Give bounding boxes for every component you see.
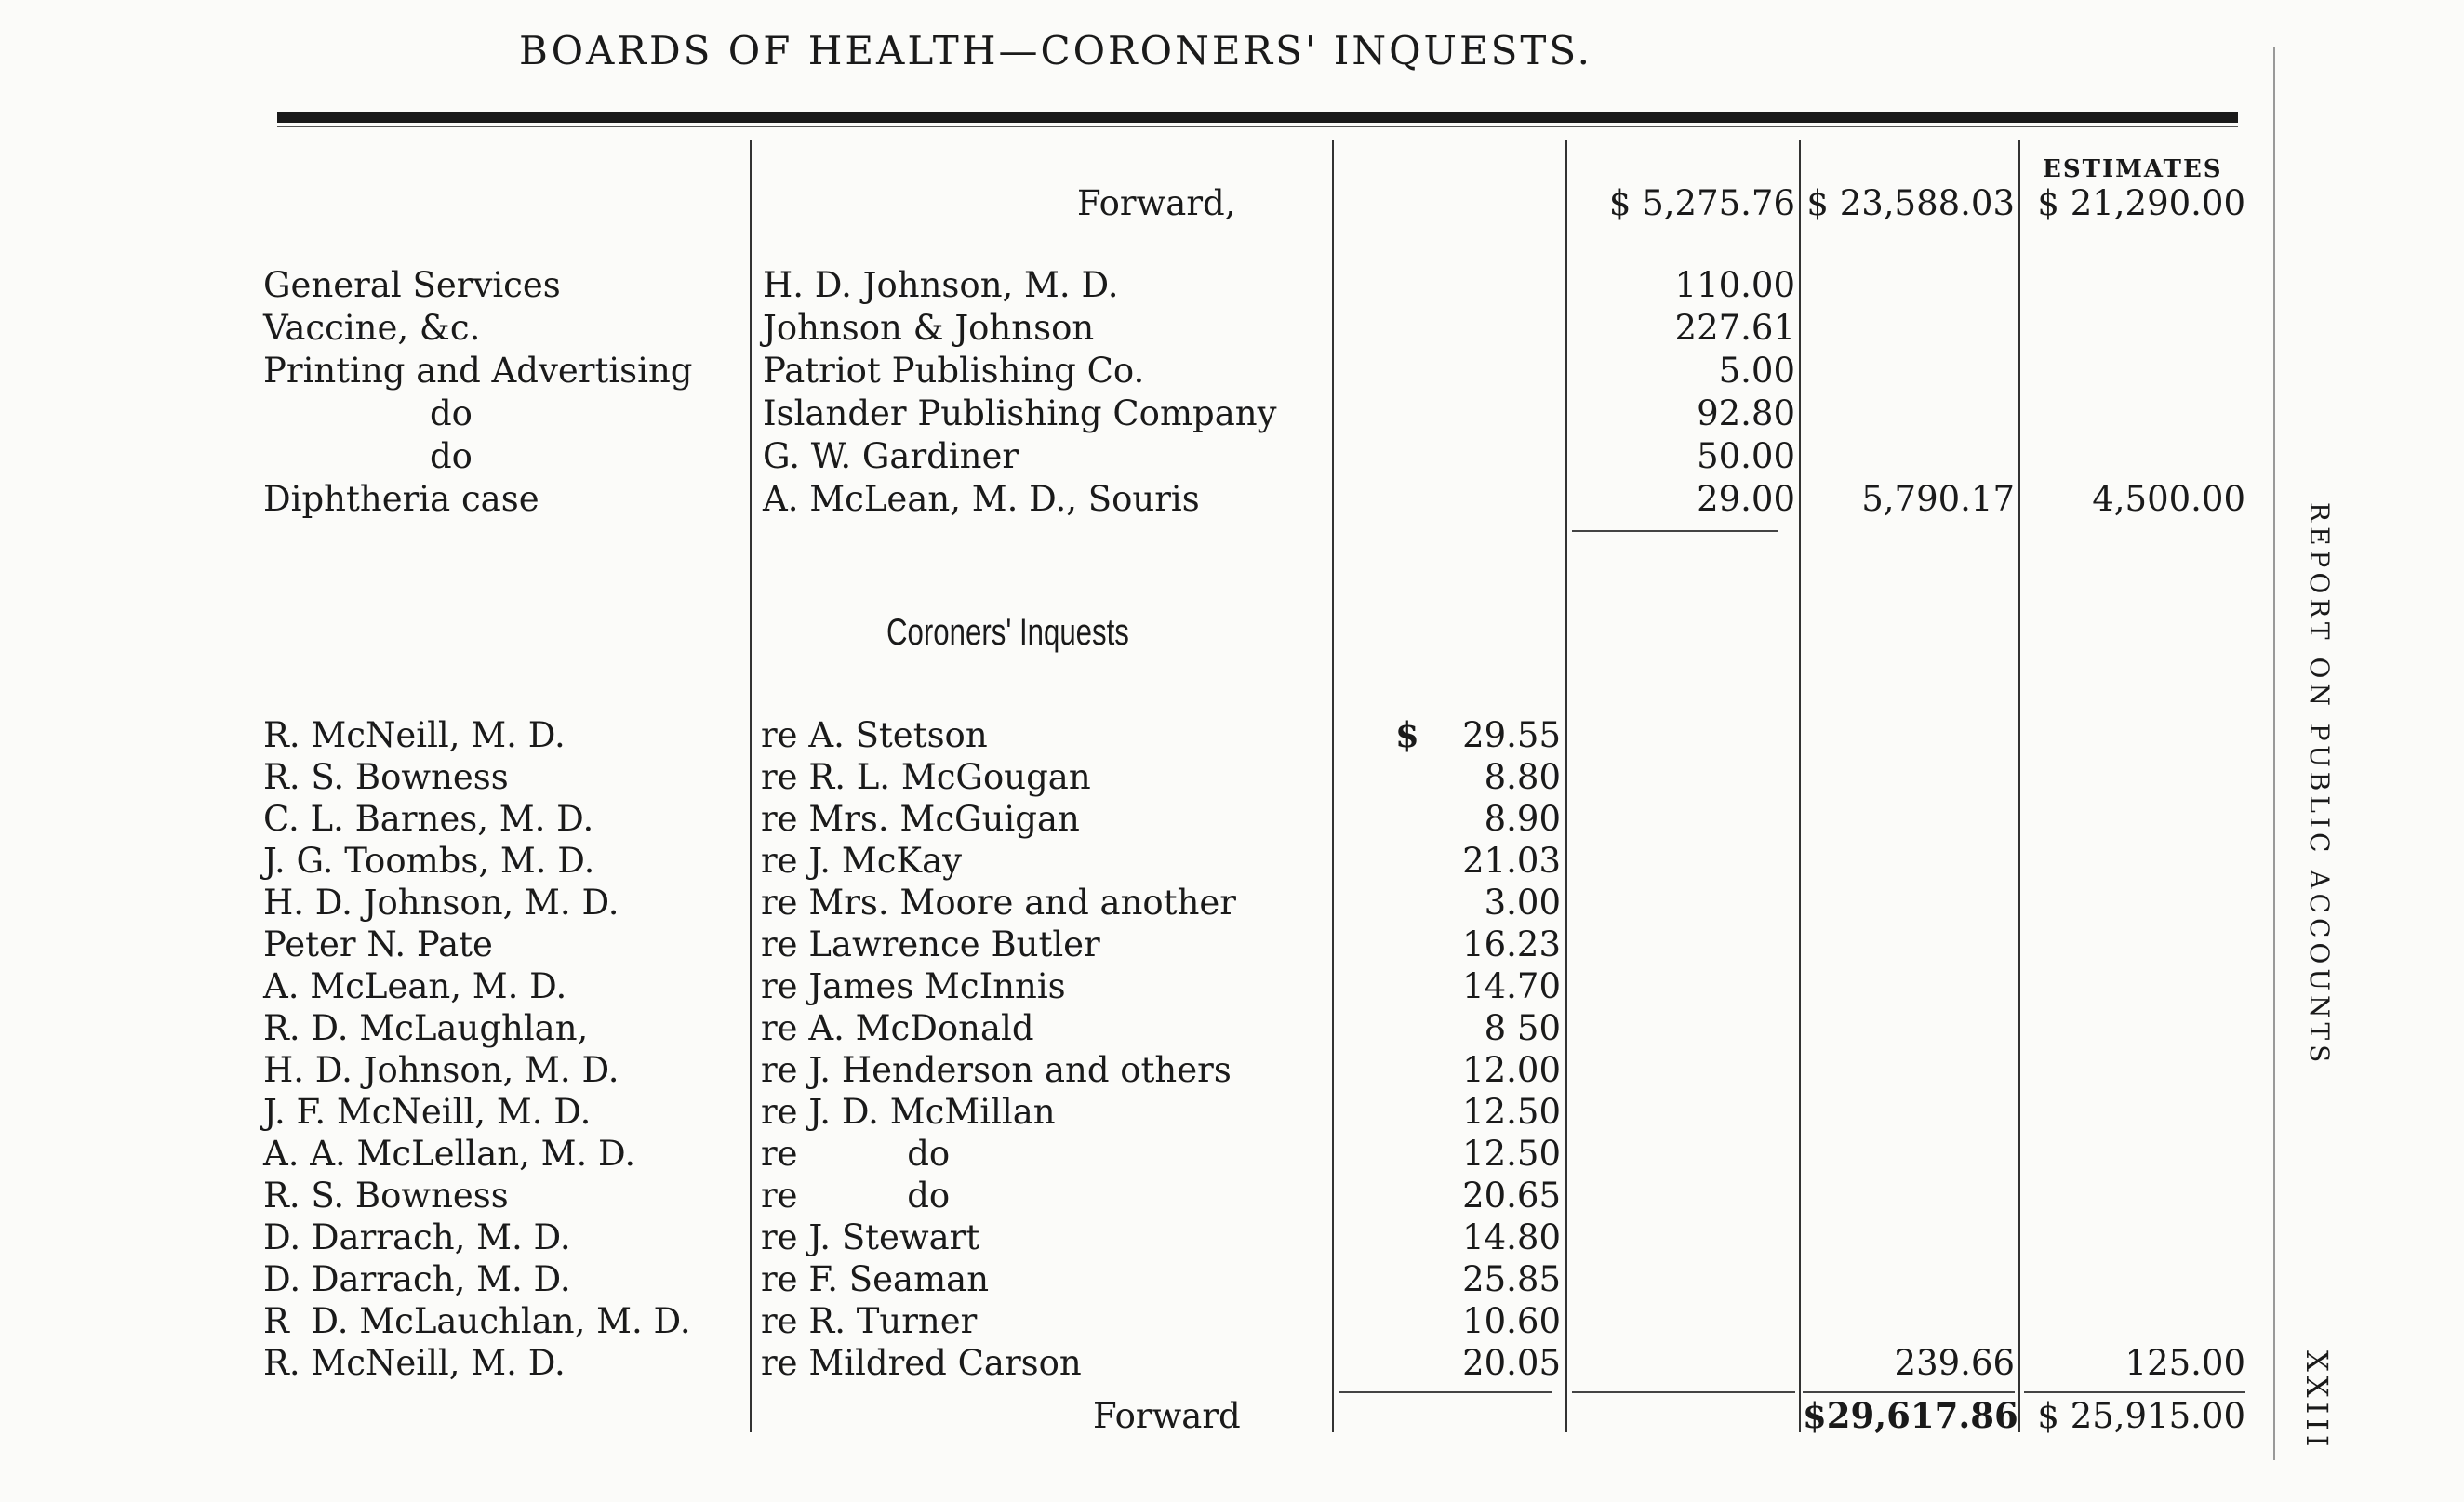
column-divider bbox=[1565, 140, 1567, 1432]
amount: 50.00 bbox=[1697, 436, 1795, 476]
amount: 227.61 bbox=[1674, 308, 1795, 348]
header-rule bbox=[277, 112, 2238, 123]
forward-col5: $ 23,588.03 bbox=[1806, 183, 2015, 223]
inquest-amount: 14.70 bbox=[1462, 966, 1561, 1006]
forward-label: Forward bbox=[1093, 1396, 1241, 1436]
amount: 92.80 bbox=[1697, 393, 1795, 433]
sum-rule bbox=[1803, 1391, 2015, 1393]
amount: 29.00 bbox=[1697, 479, 1795, 519]
coroner-name: R. McNeill, M. D. bbox=[263, 1343, 566, 1383]
payee: Islander Publishing Company bbox=[763, 393, 1277, 433]
forward-col5: $29,617.86 bbox=[1803, 1395, 2018, 1436]
coroner-name: D. Darrach, M. D. bbox=[263, 1259, 571, 1299]
inquest-subject: re J. Stewart bbox=[761, 1217, 980, 1257]
estimates-label: ESTIMATES bbox=[2043, 155, 2223, 183]
item-label: Diphtheria case bbox=[263, 479, 539, 519]
page-number: XXIII bbox=[2299, 1350, 2335, 1452]
item-label: Printing and Advertising bbox=[263, 351, 693, 391]
item-label: do bbox=[430, 436, 473, 476]
inquest-subject: re J. D. McMillan bbox=[761, 1092, 1056, 1132]
inquest-amount: 8 50 bbox=[1484, 1008, 1561, 1048]
coroner-name: C. L. Barnes, M. D. bbox=[263, 799, 594, 839]
inquest-amount: 12.50 bbox=[1462, 1092, 1561, 1132]
page-edge-line bbox=[2273, 47, 2275, 1460]
inquest-amount: 8.80 bbox=[1484, 757, 1561, 797]
inquest-amount: 16.23 bbox=[1462, 924, 1561, 964]
inquest-amount: 3.00 bbox=[1484, 883, 1561, 923]
inquest-amount: 29.55 bbox=[1462, 715, 1561, 755]
coroner-name: H. D. Johnson, M. D. bbox=[263, 883, 619, 923]
forward-col4: $ 5,275.76 bbox=[1608, 183, 1795, 223]
payee: Johnson & Johnson bbox=[763, 308, 1095, 348]
inquest-subject: re Lawrence Butler bbox=[761, 924, 1100, 964]
column-divider bbox=[750, 140, 752, 1432]
coroner-name: Peter N. Pate bbox=[263, 924, 493, 964]
amount: 5.00 bbox=[1718, 351, 1795, 391]
inquest-amount: 21.03 bbox=[1462, 841, 1561, 881]
section-estimate: 125.00 bbox=[2124, 1343, 2245, 1383]
inquest-subject: re A. Stetson bbox=[761, 715, 988, 755]
amount: 110.00 bbox=[1674, 265, 1795, 305]
inquest-subject: re R. L. McGougan bbox=[761, 757, 1091, 797]
sum-rule bbox=[1339, 1391, 1552, 1393]
inquest-amount: 14.80 bbox=[1462, 1217, 1561, 1257]
coroner-name: A. A. McLellan, M. D. bbox=[263, 1134, 636, 1174]
sum-rule bbox=[2024, 1391, 2245, 1393]
coroner-name: R. McNeill, M. D. bbox=[263, 715, 566, 755]
page-title: BOARDS OF HEALTH—CORONERS' INQUESTS. bbox=[518, 28, 1593, 73]
inquest-subject: re James McInnis bbox=[761, 966, 1066, 1006]
inquest-amount: 8.90 bbox=[1484, 799, 1561, 839]
inquest-amount: 12.00 bbox=[1462, 1050, 1561, 1090]
inquest-amount: 12.50 bbox=[1462, 1134, 1561, 1174]
inquest-subject: re R. Turner bbox=[761, 1301, 978, 1341]
sum-rule bbox=[1572, 1391, 1795, 1393]
payee: A. McLean, M. D., Souris bbox=[763, 479, 1200, 519]
inquest-subject: re J. Henderson and others bbox=[761, 1050, 1232, 1090]
coroner-name: R. D. McLaughlan, bbox=[263, 1008, 589, 1048]
coroner-name: R D. McLauchlan, M. D. bbox=[263, 1301, 691, 1341]
dollar-sign: $ bbox=[1395, 714, 1419, 755]
section-total: 5,790.17 bbox=[1861, 479, 2015, 519]
coroner-name: R. S. Bowness bbox=[263, 757, 509, 797]
column-divider bbox=[1799, 140, 1801, 1432]
inquest-amount: 20.65 bbox=[1462, 1176, 1561, 1216]
running-title: REPORT ON PUBLIC ACCOUNTS bbox=[2304, 502, 2335, 1068]
coroner-name: J. G. Toombs, M. D. bbox=[263, 841, 595, 881]
coroner-name: R. S. Bowness bbox=[263, 1176, 509, 1216]
inquest-amount: 10.60 bbox=[1462, 1301, 1561, 1341]
header-rule-thin bbox=[277, 126, 2238, 127]
forward-col6: $ 25,915.00 bbox=[2037, 1396, 2245, 1436]
payee: Patriot Publishing Co. bbox=[763, 351, 1145, 391]
section-estimate: 4,500.00 bbox=[2092, 479, 2245, 519]
forward-col6: $ 21,290.00 bbox=[2037, 183, 2245, 223]
inquest-subject: re Mrs. McGuigan bbox=[761, 799, 1080, 839]
forward-label: Forward, bbox=[1077, 183, 1236, 223]
coroner-name: J. F. McNeill, M. D. bbox=[263, 1092, 592, 1132]
coroner-name: H. D. Johnson, M. D. bbox=[263, 1050, 619, 1090]
inquest-subject: re do bbox=[761, 1176, 951, 1216]
coroner-name: A. McLean, M. D. bbox=[263, 966, 567, 1006]
column-divider bbox=[1332, 140, 1334, 1432]
payee: G. W. Gardiner bbox=[763, 436, 1019, 476]
inquest-subject: re J. McKay bbox=[761, 841, 963, 881]
inquest-subject: re A. McDonald bbox=[761, 1008, 1034, 1048]
item-label: Vaccine, &c. bbox=[263, 308, 481, 348]
inquest-subject: re Mildred Carson bbox=[761, 1343, 1082, 1383]
item-label: General Services bbox=[263, 265, 561, 305]
inquest-amount: 25.85 bbox=[1462, 1259, 1561, 1299]
inquest-amount: 20.05 bbox=[1462, 1343, 1561, 1383]
inquest-subject: re Mrs. Moore and another bbox=[761, 883, 1236, 923]
payee: H. D. Johnson, M. D. bbox=[763, 265, 1119, 305]
column-divider bbox=[2018, 140, 2020, 1432]
section-total: 239.66 bbox=[1894, 1343, 2015, 1383]
subtotal-rule bbox=[1572, 530, 1778, 532]
inquest-subject: re do bbox=[761, 1134, 951, 1174]
coroner-name: D. Darrach, M. D. bbox=[263, 1217, 571, 1257]
inquest-subject: re F. Seaman bbox=[761, 1259, 990, 1299]
item-label: do bbox=[430, 393, 473, 433]
section-heading: Coroners' Inquests bbox=[886, 612, 1129, 653]
